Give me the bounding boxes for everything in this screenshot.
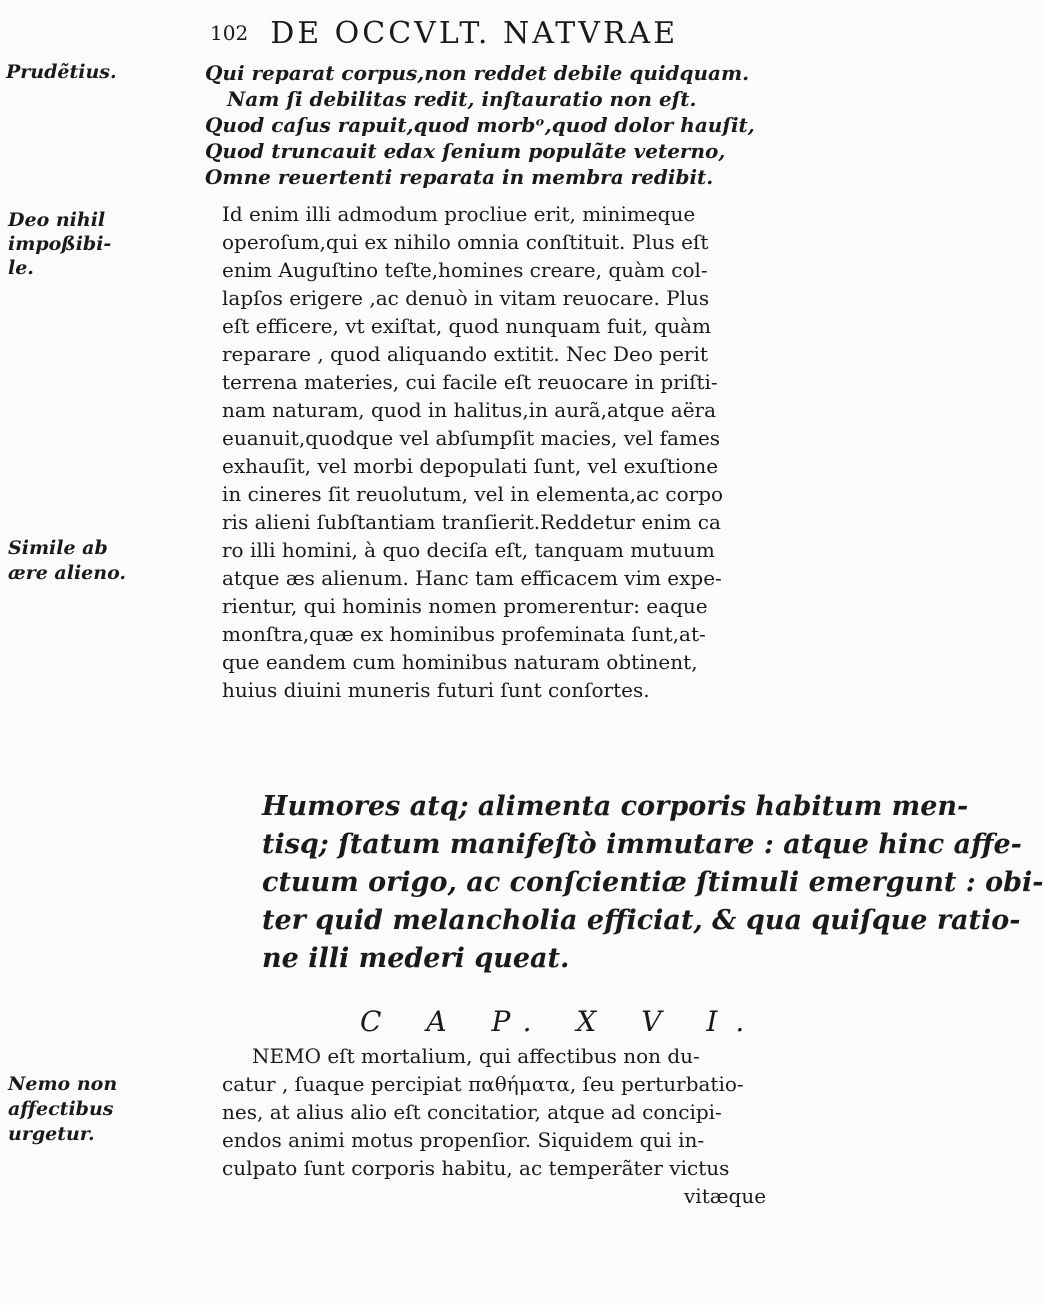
text-line: atque æs alienum. Hanc tam efficacem vim expe- — [222, 566, 722, 590]
text-line: lapſos erigere ,ac denuò in vitam reuocare. Plus — [222, 286, 710, 310]
verse-line: Omne reuertenti reparata in membra redibit. — [205, 165, 714, 189]
summary-line: ter quid melancholia efficiat, & qua quiſque ratio- — [262, 905, 1021, 936]
text-line: endos animi motus propenſior. Siquidem qui in- — [222, 1128, 705, 1152]
text-line: catur , ſuaque percipiat παθήματα, ſeu perturbatio- — [222, 1072, 744, 1096]
summary-line: ne illi mederi queat. — [262, 943, 570, 974]
margin-note-nemo — [8, 1072, 117, 1147]
summary-line: Humores atq; alimenta corporis habitum men- — [262, 791, 969, 822]
summary-line: tisq; ſtatum manifeſtò immutare : atque hinc affe- — [262, 829, 1022, 860]
verse-line: Qui reparat corpus,non reddet debile quidquam. — [205, 61, 750, 85]
text-line: rientur, qui hominis nomen promerentur: eaque — [222, 594, 708, 618]
text-line: enim Auguſtino teſte,homines creare, quàm col- — [222, 258, 708, 282]
margin-note-line: le. — [8, 257, 34, 279]
margin-note-line: urgetur. — [8, 1123, 95, 1145]
verse-block — [205, 60, 785, 190]
text-line: reparare , quod aliquando extitit. Nec Deo perit — [222, 342, 708, 366]
verse-line: Quod truncauit edax ſenium populãte veterno, — [205, 139, 726, 163]
margin-note-line: Deo nihil — [8, 209, 106, 231]
text-line: terrena materies, cui facile eſt reuocare in priſti- — [222, 370, 718, 394]
running-title: DE OCCVLT. NATVRAE — [270, 16, 679, 51]
text-line: NEMO eſt mortalium, qui affectibus non du- — [252, 1044, 700, 1068]
text-line: huius diuini muneris futuri ſunt conſortes. — [222, 678, 650, 702]
text-line: operoſum,qui ex nihilo omnia conſtituit. Plus eſt — [222, 230, 709, 254]
margin-note-line: Nemo non — [8, 1073, 118, 1095]
chapter-summary — [262, 788, 1043, 978]
paragraph-2 — [222, 1042, 802, 1210]
text-line: ris alieni ſubſtantiam tranſierit.Reddetur enim ca — [222, 510, 721, 534]
text-line: Id enim illi admodum procliue erit, minimeque — [222, 202, 696, 226]
verse-line: Quod caſus rapuit,quod morbᵒ,quod dolor hauſit, — [205, 113, 755, 137]
text-line: ro illi homini, à quo deciſa eſt, tanquam mutuum — [222, 538, 715, 562]
margin-note-line: affectibus — [8, 1098, 114, 1120]
margin-note-prudentius: Prudẽtius. — [6, 61, 117, 83]
chapter-title: C A P. X V I. — [360, 1005, 763, 1038]
text-line: in cineres ſit reuolutum, vel in elementa,ac corpo — [222, 482, 724, 506]
text-line: culpato ſunt corporis habitu, ac temperãter victus — [222, 1156, 730, 1180]
margin-note-line: impoßibi- — [8, 233, 112, 255]
margin-note-line: Simile ab — [8, 537, 108, 559]
text-line: eſt efficere, vt exiſtat, quod nunquam fuit, quàm — [222, 314, 712, 338]
catchword: vitæque — [684, 1184, 767, 1208]
text-line: monſtra,quæ ex hominibus profeminata ſunt,at- — [222, 622, 706, 646]
page-number: 102 — [210, 21, 249, 45]
margin-note-deo-nihil — [8, 208, 111, 280]
text-line: nes, at alius alio eſt concitatior, atque ad concipi- — [222, 1100, 722, 1124]
text-line: exhauſit, vel morbi depopulati ſunt, vel exuſtione — [222, 454, 719, 478]
text-line: nam naturam, quod in halitus,in aurã,atque aëra — [222, 398, 717, 422]
margin-note-line: ære alieno. — [8, 562, 127, 584]
text-line: que eandem cum hominibus naturam obtinent, — [222, 650, 698, 674]
summary-line: ctuum origo, ac conſcientiæ ſtimuli emergunt : obi- — [262, 867, 1043, 898]
verse-line: Nam ſi debilitas redit, inſtauratio non eſt. — [227, 87, 697, 111]
text-line: euanuit,quodque vel abſumpſit macies, vel fames — [222, 426, 721, 450]
paragraph-1 — [222, 200, 802, 704]
margin-note-simile — [8, 536, 126, 586]
running-head — [210, 16, 678, 50]
